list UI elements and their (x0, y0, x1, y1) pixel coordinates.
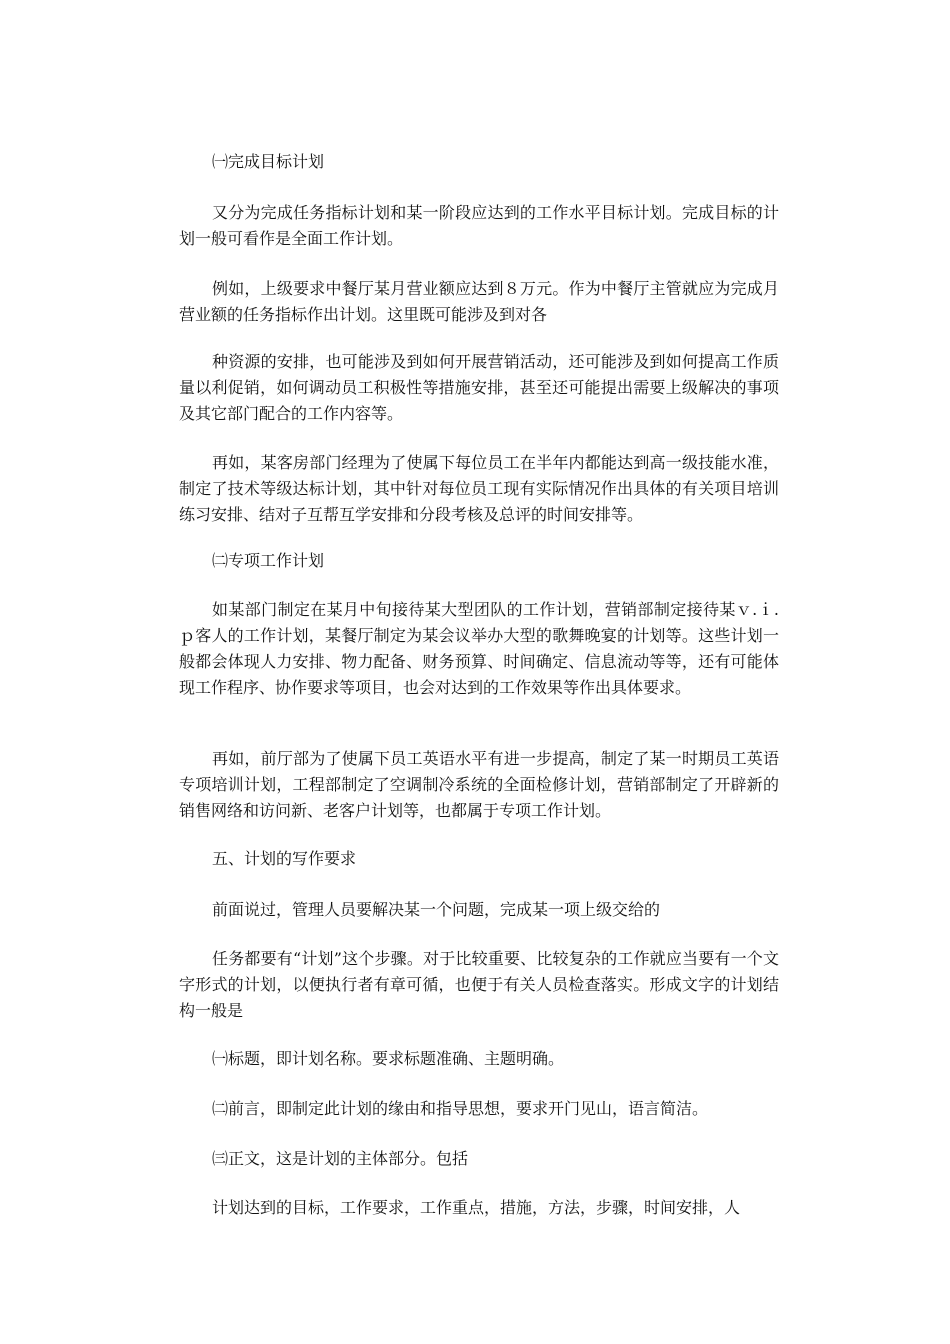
list-item-title: ㈠标题，即计划名称。要求标题准确、主题明确。 (212, 1049, 565, 1068)
list-item-preface: ㈡前言，即制定此计划的缘由和指导思想，要求开门见山，语言简洁。 (212, 1099, 709, 1118)
paragraph: 再如，某客房部门经理为了使属下每位员工在半年内都能达到高一级技能水准，制定了技术等级达标计划，其中针对每位员工现有实际情况作出具体的有关项目培训练习安排、结对子互帮互学安排和分段考核及总评的时间安排等。 (179, 453, 779, 524)
paragraph: 如某部门制定在某月中旬接待某大型团队的工作计划，营销部制定接待某ｖ.ｉ.ｐ客人的工作计划，某餐厅制定为某会议举办大型的歌舞晚宴的计划等。这些计划一般都会体现人力安排、物力配备、财务预算、时间确定、信息流动等等，还有可能体现工作程序、协作要求等项目，也会对达到的工作效果等作出具体要求。 (179, 600, 779, 697)
list-item-body: ㈢正文，这是计划的主体部分。包括 (212, 1149, 469, 1168)
paragraph: 又分为完成任务指标计划和某一阶段应达到的工作水平目标计划。完成目标的计划一般可看作是全面工作计划。 (179, 203, 779, 248)
paragraph: 种资源的安排，也可能涉及到如何开展营销活动，还可能涉及到如何提高工作质量以利促销，如何调动员工积极性等措施安排，甚至还可能提出需要上级解决的事项及其它部门配合的工作内容等。 (179, 352, 779, 423)
paragraph: 计划达到的目标，工作要求，工作重点，措施，方法，步骤，时间安排，人 (212, 1198, 741, 1217)
paragraph: 再如，前厅部为了使属下员工英语水平有进一步提高，制定了某一时期员工英语专项培训计划，工程部制定了空调制冷系统的全面检修计划，营销部制定了开辟新的销售网络和访问新、老客户计划等，也都属于专项工作计划。 (179, 749, 779, 820)
section-heading-special-work-plan: ㈡专项工作计划 (212, 551, 325, 570)
section-heading-writing-requirements: 五、计划的写作要求 (212, 849, 357, 868)
paragraph: 前面说过，管理人员要解决某一个问题，完成某一项上级交给的 (212, 900, 661, 919)
paragraph: 任务都要有“计划”这个步骤。对于比较重要、比较复杂的工作就应当要有一个文字形式的计划，以便执行者有章可循，也便于有关人员检查落实。形成文字的计划结构一般是 (179, 949, 779, 1020)
paragraph: 例如，上级要求中餐厅某月营业额应达到８万元。作为中餐厅主管就应为完成月营业额的任务指标作出计划。这里既可能涉及到对各 (179, 279, 779, 324)
section-heading-complete-target-plan: ㈠完成目标计划 (212, 152, 325, 171)
